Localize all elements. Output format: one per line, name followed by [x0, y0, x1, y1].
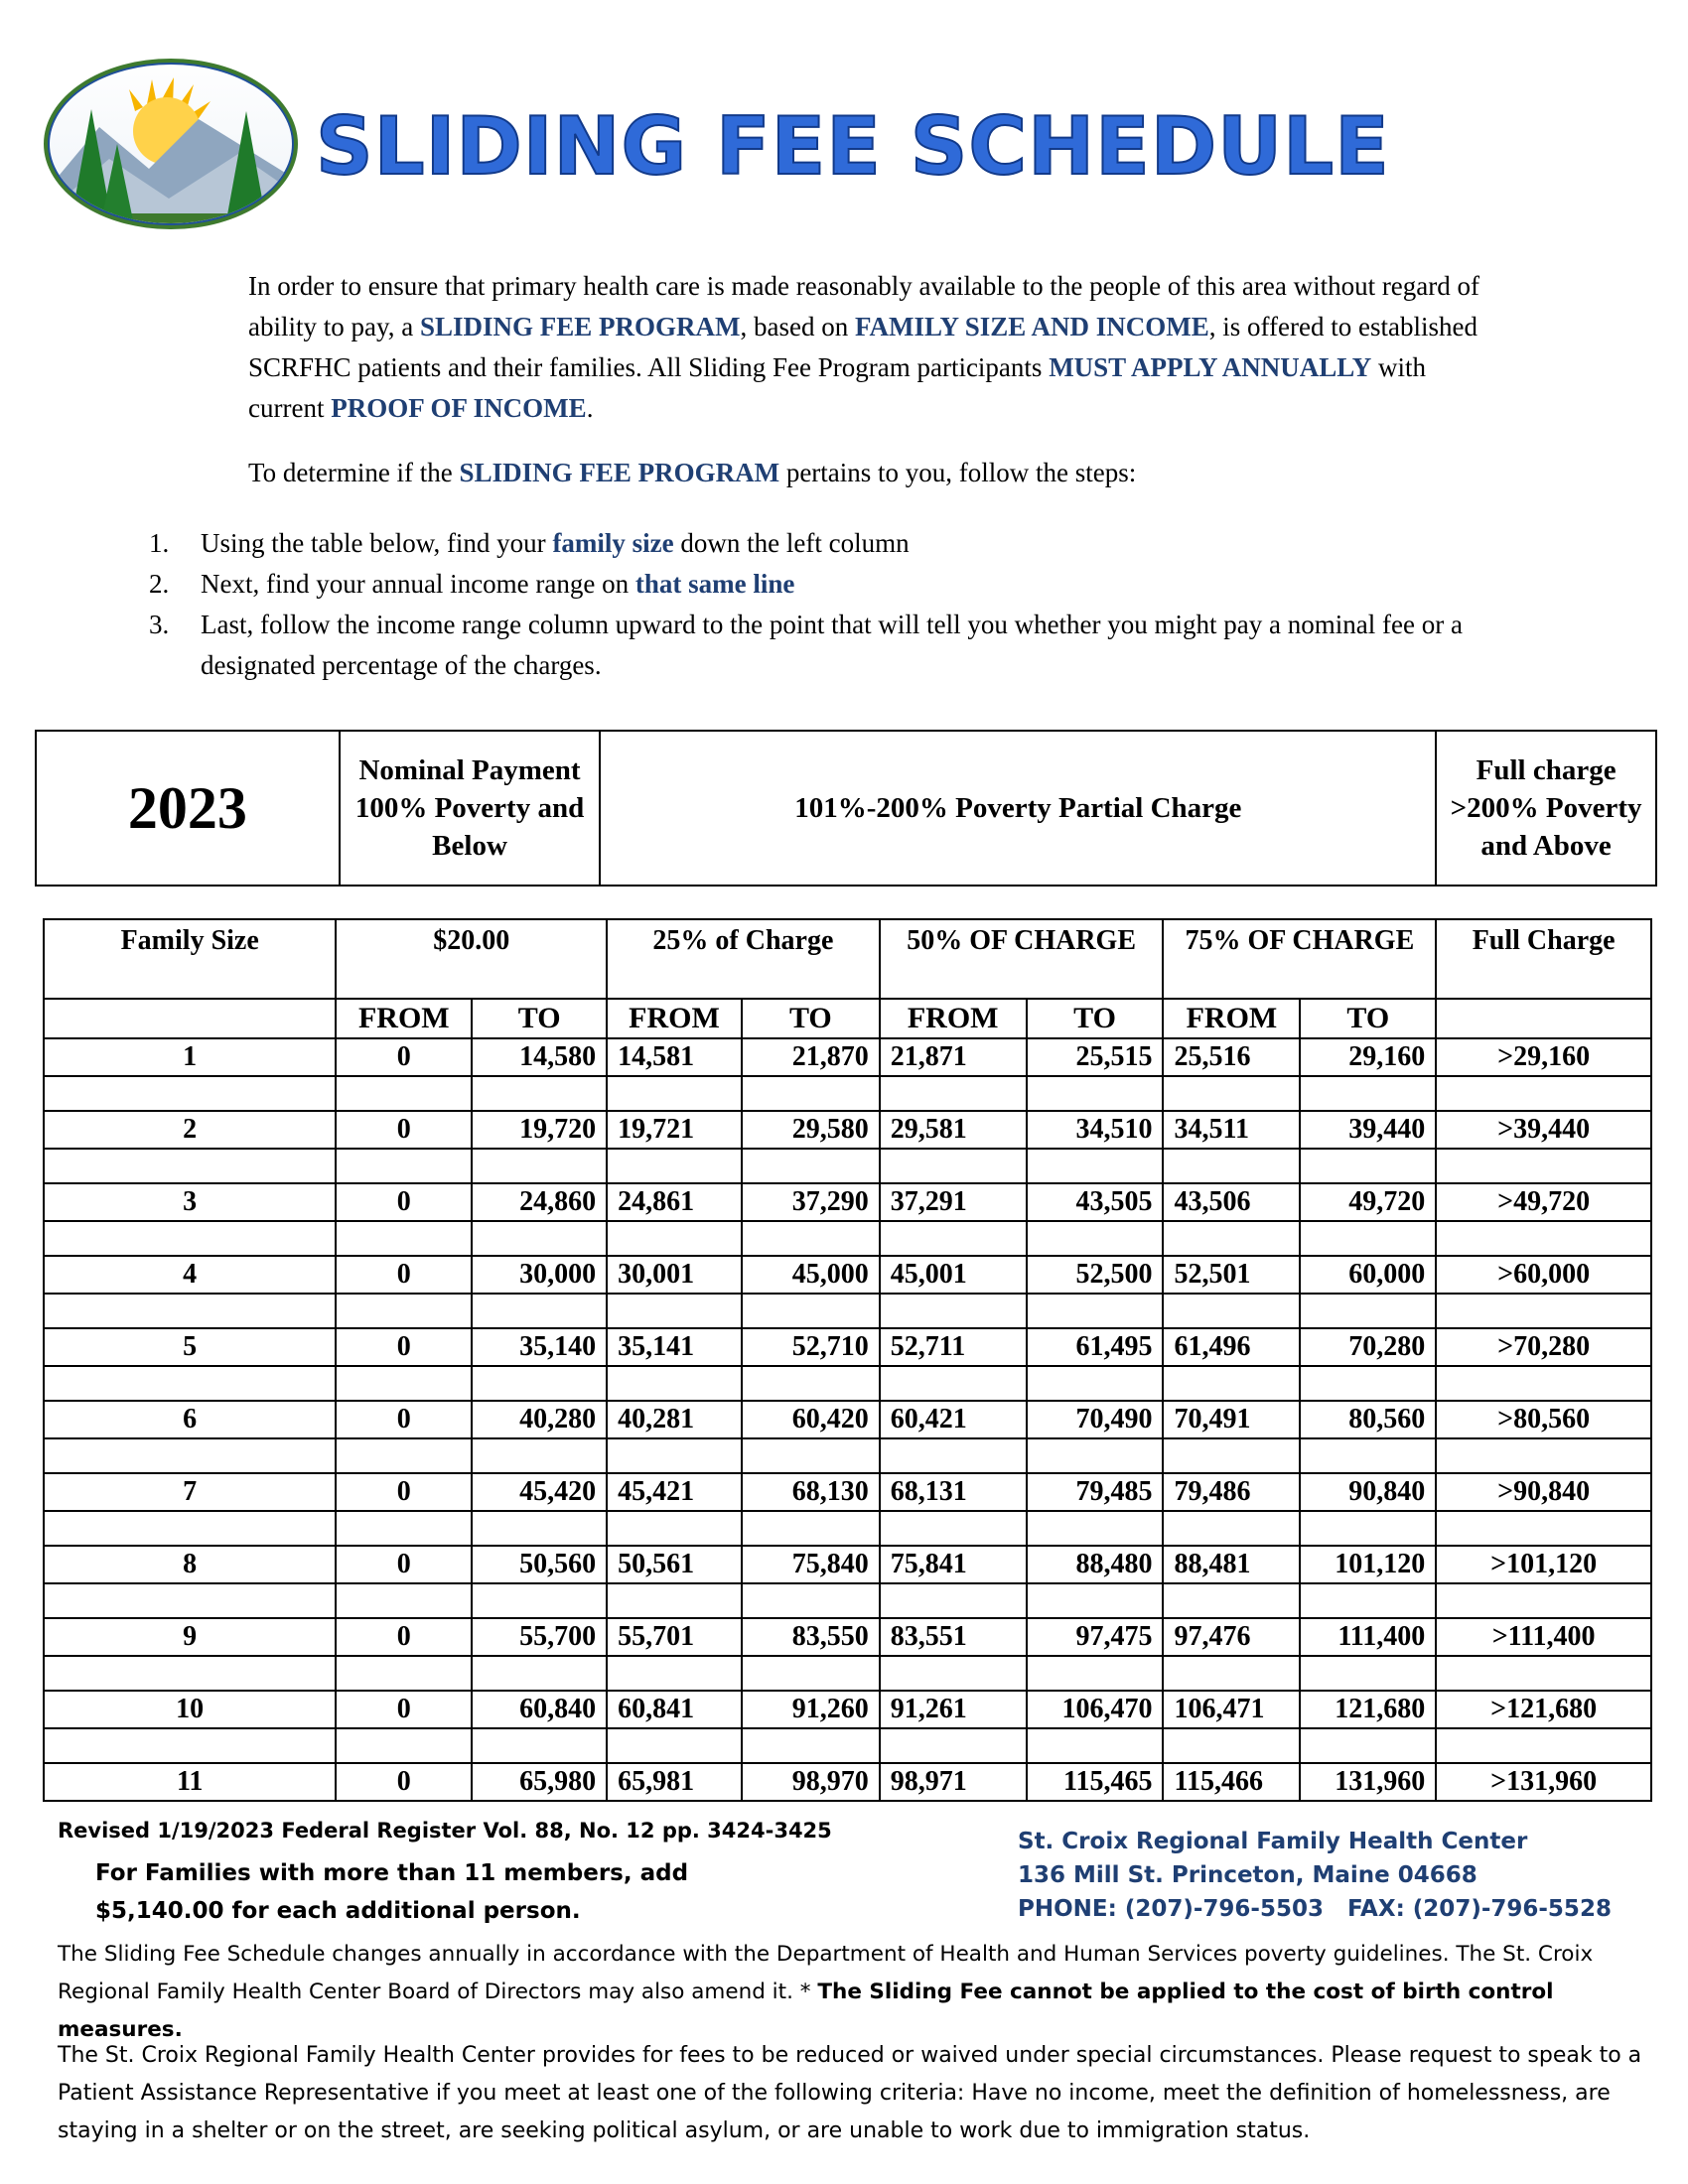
empty-cell [880, 1728, 1027, 1763]
empty-cell [44, 1511, 336, 1546]
full-charge-cell: >39,440 [1436, 1111, 1651, 1149]
income-cell: 60,421 [880, 1401, 1027, 1438]
empty-cell [1027, 1076, 1164, 1111]
income-cell: 0 [336, 1473, 472, 1511]
empty-cell [44, 999, 336, 1038]
75-percent-column-header: 75% OF CHARGE [1163, 919, 1436, 999]
empty-cell [1300, 1656, 1436, 1691]
additional-member-note [95, 1854, 688, 1930]
income-cell: 37,291 [880, 1183, 1027, 1221]
empty-cell [44, 1149, 336, 1183]
empty-cell [1436, 1656, 1651, 1691]
highlighted-term: PROOF OF INCOME [331, 393, 587, 423]
partial-charge-heading: 101%-200% Poverty Partial Charge [600, 731, 1436, 886]
income-cell: 97,475 [1027, 1618, 1164, 1656]
empty-cell [1436, 1511, 1651, 1546]
empty-cell [44, 1438, 336, 1473]
income-cell: 45,421 [607, 1473, 742, 1511]
family-size-cell: 7 [44, 1473, 336, 1511]
schedule-change-text: The Sliding Fee Schedule changes annually in accordance with the Department of Health and Human Services poverty guidelines. The St. Croix Regional Family Health Center Board of Directors may also amend it. * [58, 1942, 1594, 2004]
table-row [44, 1328, 1651, 1366]
empty-cell [1436, 1149, 1651, 1183]
income-cell: 61,495 [1027, 1328, 1164, 1366]
income-cell: 88,480 [1027, 1546, 1164, 1583]
income-cell: 45,001 [880, 1256, 1027, 1294]
poverty-level-header-table [35, 730, 1657, 887]
text-run: Last, follow the income range column upward to the point that will tell you whether you might pay a nominal fee or a designated percentage of the charges. [201, 610, 1463, 680]
income-cell: 101,120 [1300, 1546, 1436, 1583]
empty-cell [472, 1366, 607, 1401]
empty-cell [44, 1076, 336, 1111]
empty-cell [1163, 1511, 1300, 1546]
empty-cell [336, 1511, 472, 1546]
empty-cell [742, 1438, 880, 1473]
income-cell: 75,840 [742, 1546, 880, 1583]
full-charge-cell: >29,160 [1436, 1038, 1651, 1076]
additional-member-line-1: For Families with more than 11 members, add [95, 1860, 689, 1886]
spacer-row [44, 1076, 1651, 1111]
income-cell: 0 [336, 1111, 472, 1149]
income-cell: 131,960 [1300, 1763, 1436, 1801]
text-run: pertains to you, follow the steps: [779, 458, 1137, 487]
table-row [44, 1038, 1651, 1076]
income-cell: 21,871 [880, 1038, 1027, 1076]
step-number: 3. [149, 610, 170, 639]
empty-cell [1163, 1728, 1300, 1763]
highlighted-term: SLIDING FEE PROGRAM [419, 312, 741, 341]
empty-cell [880, 1294, 1027, 1328]
empty-cell [607, 1076, 742, 1111]
empty-cell [1436, 1728, 1651, 1763]
income-cell: 68,131 [880, 1473, 1027, 1511]
empty-cell [336, 1149, 472, 1183]
intro-paragraph-2 [248, 453, 1479, 493]
schedule-year: 2023 [36, 731, 340, 886]
empty-cell [1300, 1583, 1436, 1618]
highlighted-term: FAMILY SIZE AND INCOME [854, 312, 1209, 341]
empty-cell [472, 1511, 607, 1546]
income-cell: 49,720 [1300, 1183, 1436, 1221]
spacer-row [44, 1149, 1651, 1183]
income-cell: 60,420 [742, 1401, 880, 1438]
income-cell: 43,505 [1027, 1183, 1164, 1221]
income-cell: 0 [336, 1401, 472, 1438]
income-cell: 90,840 [1300, 1473, 1436, 1511]
table-row [44, 1691, 1651, 1728]
text-run: In order to ensure that primary health care is made reasonably available to the people of this area without regard of ability to pay, a [248, 271, 1480, 341]
empty-cell [607, 1656, 742, 1691]
income-cell: 91,260 [742, 1691, 880, 1728]
full-charge-cell: >121,680 [1436, 1691, 1651, 1728]
birth-control-exclusion-note: The Sliding Fee cannot be applied to the cost of birth control measures. [58, 1979, 1554, 2042]
income-cell: 50,561 [607, 1546, 742, 1583]
to-header: TO [742, 999, 880, 1038]
empty-cell [880, 1076, 1027, 1111]
empty-cell [1027, 1511, 1164, 1546]
income-cell: 61,496 [1163, 1328, 1300, 1366]
empty-cell [1163, 1221, 1300, 1256]
25-percent-column-header: 25% of Charge [607, 919, 880, 999]
empty-cell [336, 1294, 472, 1328]
text-run: , is offered to established SCRFHC patients and their families. All Sliding Fee Program participants [248, 312, 1477, 382]
empty-cell [336, 1221, 472, 1256]
empty-cell [336, 1728, 472, 1763]
spacer-row [44, 1221, 1651, 1256]
mountain-sun-trees-logo-icon [40, 50, 303, 238]
empty-cell [880, 1438, 1027, 1473]
empty-cell [742, 1728, 880, 1763]
empty-cell [44, 1221, 336, 1256]
income-cell: 106,470 [1027, 1691, 1164, 1728]
step-item [149, 564, 1479, 605]
empty-cell [1027, 1221, 1164, 1256]
income-cell: 43,506 [1163, 1183, 1300, 1221]
fax-number: FAX: (207)-796-5528 [1346, 1896, 1612, 1922]
income-cell: 52,711 [880, 1328, 1027, 1366]
spacer-row [44, 1294, 1651, 1328]
full-charge-cell: >90,840 [1436, 1473, 1651, 1511]
highlighted-term: family size [552, 528, 674, 558]
empty-cell [742, 1149, 880, 1183]
empty-cell [336, 1076, 472, 1111]
full-charge-cell: >131,960 [1436, 1763, 1651, 1801]
empty-cell [1436, 1366, 1651, 1401]
income-cell: 24,860 [472, 1183, 607, 1221]
family-size-cell: 9 [44, 1618, 336, 1656]
address: 136 Mill St. Princeton, Maine 04668 [1018, 1862, 1477, 1888]
full-charge-cell: >101,120 [1436, 1546, 1651, 1583]
income-cell: 52,501 [1163, 1256, 1300, 1294]
empty-cell [1163, 1366, 1300, 1401]
income-cell: 0 [336, 1546, 472, 1583]
income-cell: 75,841 [880, 1546, 1027, 1583]
empty-cell [1300, 1221, 1436, 1256]
empty-cell [1027, 1366, 1164, 1401]
full-charge-column-header: Full Charge [1436, 919, 1651, 999]
empty-cell [742, 1294, 880, 1328]
income-cell: 83,551 [880, 1618, 1027, 1656]
income-cell: 35,140 [472, 1328, 607, 1366]
income-cell: 65,981 [607, 1763, 742, 1801]
full-charge-cell: >70,280 [1436, 1328, 1651, 1366]
income-cell: 40,281 [607, 1401, 742, 1438]
table-row [44, 1618, 1651, 1656]
empty-cell [880, 1656, 1027, 1691]
income-cell: 0 [336, 1256, 472, 1294]
step-number: 1. [149, 528, 170, 558]
empty-cell [44, 1583, 336, 1618]
empty-cell [1163, 1438, 1300, 1473]
special-circumstances-note: The St. Croix Regional Family Health Center provides for fees to be reduced or waived under special circumstances. Please request to speak to a Patient Assistance Representative if you meet at least one of the following criteria: Have no income, meet the definition of homelessness, are staying in a shelter or on the street, are seeking political asylum, or are unable to work due to immigration status. [58, 2043, 1642, 2143]
step-item [149, 605, 1479, 686]
empty-cell [742, 1366, 880, 1401]
to-header: TO [1300, 999, 1436, 1038]
empty-cell [1027, 1149, 1164, 1183]
empty-cell [742, 1221, 880, 1256]
empty-cell [1300, 1149, 1436, 1183]
income-cell: 0 [336, 1038, 472, 1076]
spacer-row [44, 1728, 1651, 1763]
empty-cell [607, 1149, 742, 1183]
empty-cell [1027, 1728, 1164, 1763]
empty-cell [1163, 1076, 1300, 1111]
empty-cell [1300, 1366, 1436, 1401]
empty-cell [472, 1728, 607, 1763]
empty-cell [472, 1076, 607, 1111]
table-row [44, 1473, 1651, 1511]
text-run: To determine if the [248, 458, 460, 487]
from-header: FROM [1163, 999, 1300, 1038]
empty-cell [472, 1294, 607, 1328]
income-cell: 70,491 [1163, 1401, 1300, 1438]
steps-list [149, 523, 1479, 686]
empty-cell [1436, 1221, 1651, 1256]
income-cell: 52,500 [1027, 1256, 1164, 1294]
table-row [44, 1256, 1651, 1294]
empty-cell [607, 1583, 742, 1618]
income-cell: 45,420 [472, 1473, 607, 1511]
income-cell: 40,280 [472, 1401, 607, 1438]
empty-cell [1436, 1294, 1651, 1328]
family-size-cell: 6 [44, 1401, 336, 1438]
empty-cell [1163, 1583, 1300, 1618]
income-cell: 0 [336, 1618, 472, 1656]
income-cell: 24,861 [607, 1183, 742, 1221]
additional-member-line-2: $5,140.00 for each additional person. [95, 1898, 581, 1924]
empty-cell [1163, 1656, 1300, 1691]
empty-cell [607, 1294, 742, 1328]
income-cell: 14,581 [607, 1038, 742, 1076]
income-cell: 55,701 [607, 1618, 742, 1656]
income-cell: 0 [336, 1183, 472, 1221]
spacer-row [44, 1511, 1651, 1546]
text-run: , based on [740, 312, 855, 341]
family-size-cell: 2 [44, 1111, 336, 1149]
income-cell: 19,721 [607, 1111, 742, 1149]
empty-cell [44, 1656, 336, 1691]
highlighted-term: SLIDING FEE PROGRAM [459, 458, 780, 487]
empty-cell [742, 1583, 880, 1618]
empty-cell [742, 1076, 880, 1111]
empty-cell [1027, 1656, 1164, 1691]
income-cell: 97,476 [1163, 1618, 1300, 1656]
income-cell: 35,141 [607, 1328, 742, 1366]
income-cell: 115,466 [1163, 1763, 1300, 1801]
spacer-row [44, 1656, 1651, 1691]
income-cell: 0 [336, 1763, 472, 1801]
empty-cell [1027, 1438, 1164, 1473]
empty-cell [880, 1366, 1027, 1401]
income-cell: 111,400 [1300, 1618, 1436, 1656]
full-charge-cell: >60,000 [1436, 1256, 1651, 1294]
text-run: . [586, 393, 594, 423]
intro-paragraph-1 [248, 266, 1479, 429]
empty-cell [1436, 1583, 1651, 1618]
empty-cell [336, 1583, 472, 1618]
income-cell: 29,581 [880, 1111, 1027, 1149]
from-header: FROM [336, 999, 472, 1038]
income-cell: 52,710 [742, 1328, 880, 1366]
income-cell: 39,440 [1300, 1111, 1436, 1149]
family-size-cell: 10 [44, 1691, 336, 1728]
empty-cell [336, 1438, 472, 1473]
empty-cell [607, 1728, 742, 1763]
income-cell: 68,130 [742, 1473, 880, 1511]
to-header: TO [1027, 999, 1164, 1038]
income-cell: 34,511 [1163, 1111, 1300, 1149]
from-header: FROM [880, 999, 1027, 1038]
income-cell: 91,261 [880, 1691, 1027, 1728]
income-cell: 60,841 [607, 1691, 742, 1728]
family-size-cell: 5 [44, 1328, 336, 1366]
empty-cell [880, 1221, 1027, 1256]
empty-cell [1027, 1294, 1164, 1328]
income-cell: 121,680 [1300, 1691, 1436, 1728]
income-cell: 30,000 [472, 1256, 607, 1294]
full-charge-cell: >49,720 [1436, 1183, 1651, 1221]
sliding-fee-table [43, 918, 1652, 1802]
income-cell: 60,840 [472, 1691, 607, 1728]
income-cell: 98,970 [742, 1763, 880, 1801]
family-size-cell: 3 [44, 1183, 336, 1221]
empty-cell [336, 1366, 472, 1401]
empty-cell [1436, 1438, 1651, 1473]
empty-cell [742, 1511, 880, 1546]
full-charge-cell: >80,560 [1436, 1401, 1651, 1438]
income-cell: 34,510 [1027, 1111, 1164, 1149]
empty-cell [472, 1583, 607, 1618]
income-cell: 79,486 [1163, 1473, 1300, 1511]
empty-cell [1300, 1728, 1436, 1763]
spacer-row [44, 1583, 1651, 1618]
income-cell: 60,000 [1300, 1256, 1436, 1294]
empty-cell [607, 1366, 742, 1401]
family-size-column-header: Family Size [44, 919, 336, 999]
empty-cell [1163, 1294, 1300, 1328]
empty-cell [607, 1511, 742, 1546]
income-cell: 50,560 [472, 1546, 607, 1583]
table-row [44, 1183, 1651, 1221]
contact-block [1018, 1825, 1612, 1926]
income-cell: 14,580 [472, 1038, 607, 1076]
empty-cell [880, 1149, 1027, 1183]
empty-cell [1027, 1583, 1164, 1618]
income-cell: 80,560 [1300, 1401, 1436, 1438]
empty-cell [880, 1511, 1027, 1546]
family-size-cell: 11 [44, 1763, 336, 1801]
highlighted-term: that same line [634, 569, 795, 599]
spacer-row [44, 1438, 1651, 1473]
to-header: TO [472, 999, 607, 1038]
nominal-payment-heading: Nominal Payment 100% Poverty and Below [340, 731, 601, 886]
income-cell: 37,290 [742, 1183, 880, 1221]
income-cell: 70,280 [1300, 1328, 1436, 1366]
income-cell: 0 [336, 1691, 472, 1728]
table-row [44, 1401, 1651, 1438]
empty-cell [1300, 1511, 1436, 1546]
income-cell: 21,870 [742, 1038, 880, 1076]
empty-cell [1300, 1076, 1436, 1111]
income-cell: 98,971 [880, 1763, 1027, 1801]
text-run: with current [248, 352, 1427, 423]
step-number: 2. [149, 569, 170, 599]
empty-cell [472, 1438, 607, 1473]
table-row [44, 1111, 1651, 1149]
empty-cell [607, 1438, 742, 1473]
50-percent-column-header: 50% OF CHARGE [880, 919, 1164, 999]
organization-name: St. Croix Regional Family Health Center [1018, 1829, 1528, 1854]
empty-cell [44, 1366, 336, 1401]
from-header: FROM [607, 999, 742, 1038]
empty-cell [607, 1221, 742, 1256]
income-cell: 106,471 [1163, 1691, 1300, 1728]
income-cell: 29,580 [742, 1111, 880, 1149]
family-size-cell: 8 [44, 1546, 336, 1583]
phone-number: PHONE: (207)-796-5503 [1018, 1896, 1324, 1922]
empty-cell [1163, 1149, 1300, 1183]
empty-cell [472, 1656, 607, 1691]
income-cell: 88,481 [1163, 1546, 1300, 1583]
family-size-cell: 1 [44, 1038, 336, 1076]
text-run: Using the table below, find your [201, 528, 553, 558]
income-cell: 79,485 [1027, 1473, 1164, 1511]
empty-cell [1300, 1438, 1436, 1473]
empty-cell [44, 1728, 336, 1763]
empty-cell [472, 1221, 607, 1256]
income-cell: 45,000 [742, 1256, 880, 1294]
highlighted-term: MUST APPLY ANNUALLY [1049, 352, 1372, 382]
family-size-cell: 4 [44, 1256, 336, 1294]
table-row [44, 1546, 1651, 1583]
income-cell: 55,700 [472, 1618, 607, 1656]
text-run: down the left column [673, 528, 910, 558]
empty-cell [472, 1149, 607, 1183]
income-cell: 65,980 [472, 1763, 607, 1801]
income-cell: 115,465 [1027, 1763, 1164, 1801]
empty-cell [742, 1656, 880, 1691]
empty-cell [1300, 1294, 1436, 1328]
intro-text [248, 266, 1479, 493]
empty-cell [1436, 999, 1651, 1038]
table-row [44, 1763, 1651, 1801]
income-cell: 30,001 [607, 1256, 742, 1294]
step-item [149, 523, 1479, 564]
nominal-column-header: $20.00 [336, 919, 607, 999]
income-cell: 83,550 [742, 1618, 880, 1656]
page-title: SLIDING FEE SCHEDULE [316, 100, 1390, 193]
revision-note: Revised 1/19/2023 Federal Register Vol. 88, No. 12 pp. 3424-3425 [58, 1819, 832, 1843]
income-cell: 25,515 [1027, 1038, 1164, 1076]
full-charge-cell: >111,400 [1436, 1618, 1651, 1656]
full-charge-heading: Full charge >200% Poverty and Above [1436, 731, 1656, 886]
income-cell: 70,490 [1027, 1401, 1164, 1438]
income-cell: 25,516 [1163, 1038, 1300, 1076]
text-run: Next, find your annual income range on [201, 569, 635, 599]
empty-cell [1436, 1076, 1651, 1111]
empty-cell [336, 1656, 472, 1691]
income-cell: 19,720 [472, 1111, 607, 1149]
empty-cell [880, 1583, 1027, 1618]
schedule-change-note [58, 1936, 1646, 2049]
spacer-row [44, 1366, 1651, 1401]
income-cell: 0 [336, 1328, 472, 1366]
empty-cell [44, 1294, 336, 1328]
income-cell: 29,160 [1300, 1038, 1436, 1076]
